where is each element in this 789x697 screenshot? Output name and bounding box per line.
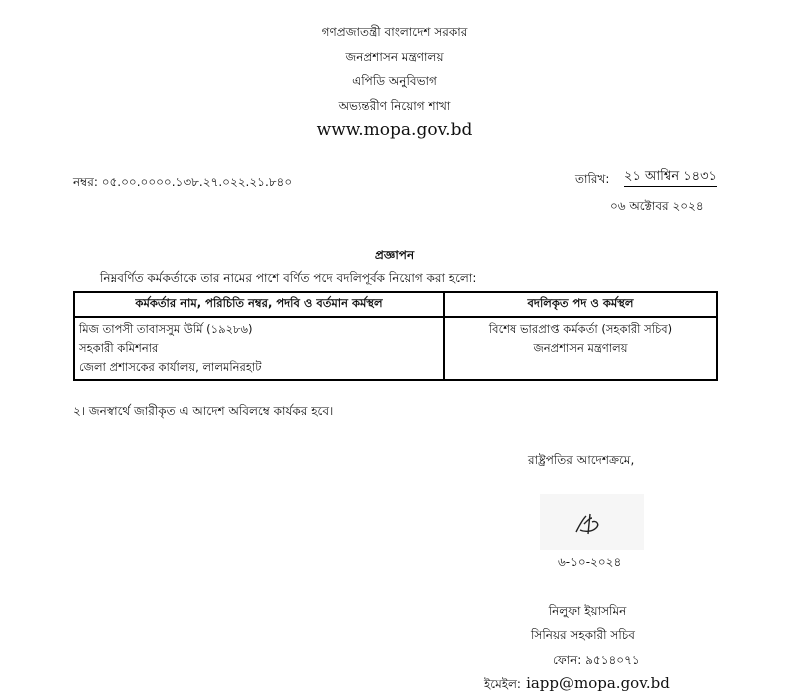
- signatory-designation: সিনিয়র সহকারী সচিব: [531, 628, 635, 642]
- new-designation: বিশেষ ভারপ্রাপ্ত কর্মকর্তা (সহকারী সচিব): [488, 322, 673, 336]
- current-designation: সহকারী কমিশনার: [79, 341, 159, 355]
- date-english: ০৬ অক্টোবর ২০২৪: [610, 199, 704, 213]
- signature-icon: [540, 494, 644, 550]
- current-post-cell: [74, 317, 444, 380]
- new-workplace: জনপ্রশাসন মন্ত্রণালয়: [533, 341, 628, 355]
- transfer-table: [73, 291, 718, 381]
- division-name: এপিডি অনুবিভাগ: [352, 74, 437, 88]
- date-bangla-text: ২১ আশ্বিন ১৪৩১: [624, 169, 717, 187]
- order-line: রাষ্ট্রপতির আদেশক্রমে,: [528, 453, 635, 467]
- table-header-row: [74, 292, 717, 317]
- officer-name: মিজ তাপসী তাবাসসুম উর্মি (১৯২৮৬): [79, 322, 253, 336]
- govt-name: গণপ্রজাতন্ত্রী বাংলাদেশ সরকার: [321, 25, 468, 39]
- signature-image: [540, 494, 644, 550]
- page-title: প্রজ্ঞাপন: [374, 248, 415, 262]
- table-row: [74, 317, 717, 380]
- memo-number: নম্বর: ০৫.০০.০০০০.১৩৮.২৭.০২২.২১.৮৪০: [73, 175, 293, 189]
- current-workplace: জেলা প্রশাসকের কার্যালয়, লালমনিরহাট: [79, 360, 262, 374]
- email-link[interactable]: iapp@mopa.gov.bd: [526, 674, 670, 692]
- sign-date: ৬-১০-২০২৪: [558, 555, 622, 569]
- header-current-post: কর্মকর্তার নাম, পরিচিতি নম্বর, পদবি ও বর্তমান কর্মস্থল: [74, 292, 444, 317]
- header-new-post: বদলিকৃত পদ ও কর্মস্থল: [444, 292, 717, 317]
- clause-2: ২। জনস্বার্থে জারীকৃত এ আদেশ অবিলম্বে কার্যকর হবে।: [73, 404, 334, 418]
- signatory-email-line: [484, 673, 670, 696]
- branch-name: অভ্যন্তরীণ নিয়োগ শাখা: [338, 99, 451, 113]
- website-link[interactable]: www.mopa.gov.bd: [316, 120, 473, 140]
- date-bangla: [624, 165, 717, 188]
- ministry-name: জনপ্রশাসন মন্ত্রণালয়: [345, 50, 444, 64]
- signatory-phone: ফোন: ৯৫১৪০৭১: [553, 653, 640, 667]
- intro-text: নিম্নবর্ণিত কর্মকর্তাকে তার নামের পাশে বর্ণিত পদে বদলিপূর্বক নিয়োগ করা হলো:: [100, 271, 477, 285]
- signatory-name: নিলুফা ইয়াসমিন: [548, 604, 627, 618]
- date-label: তারিখ:: [575, 172, 610, 186]
- email-label: ইমেইল:: [484, 677, 521, 691]
- new-post-cell: [444, 317, 717, 380]
